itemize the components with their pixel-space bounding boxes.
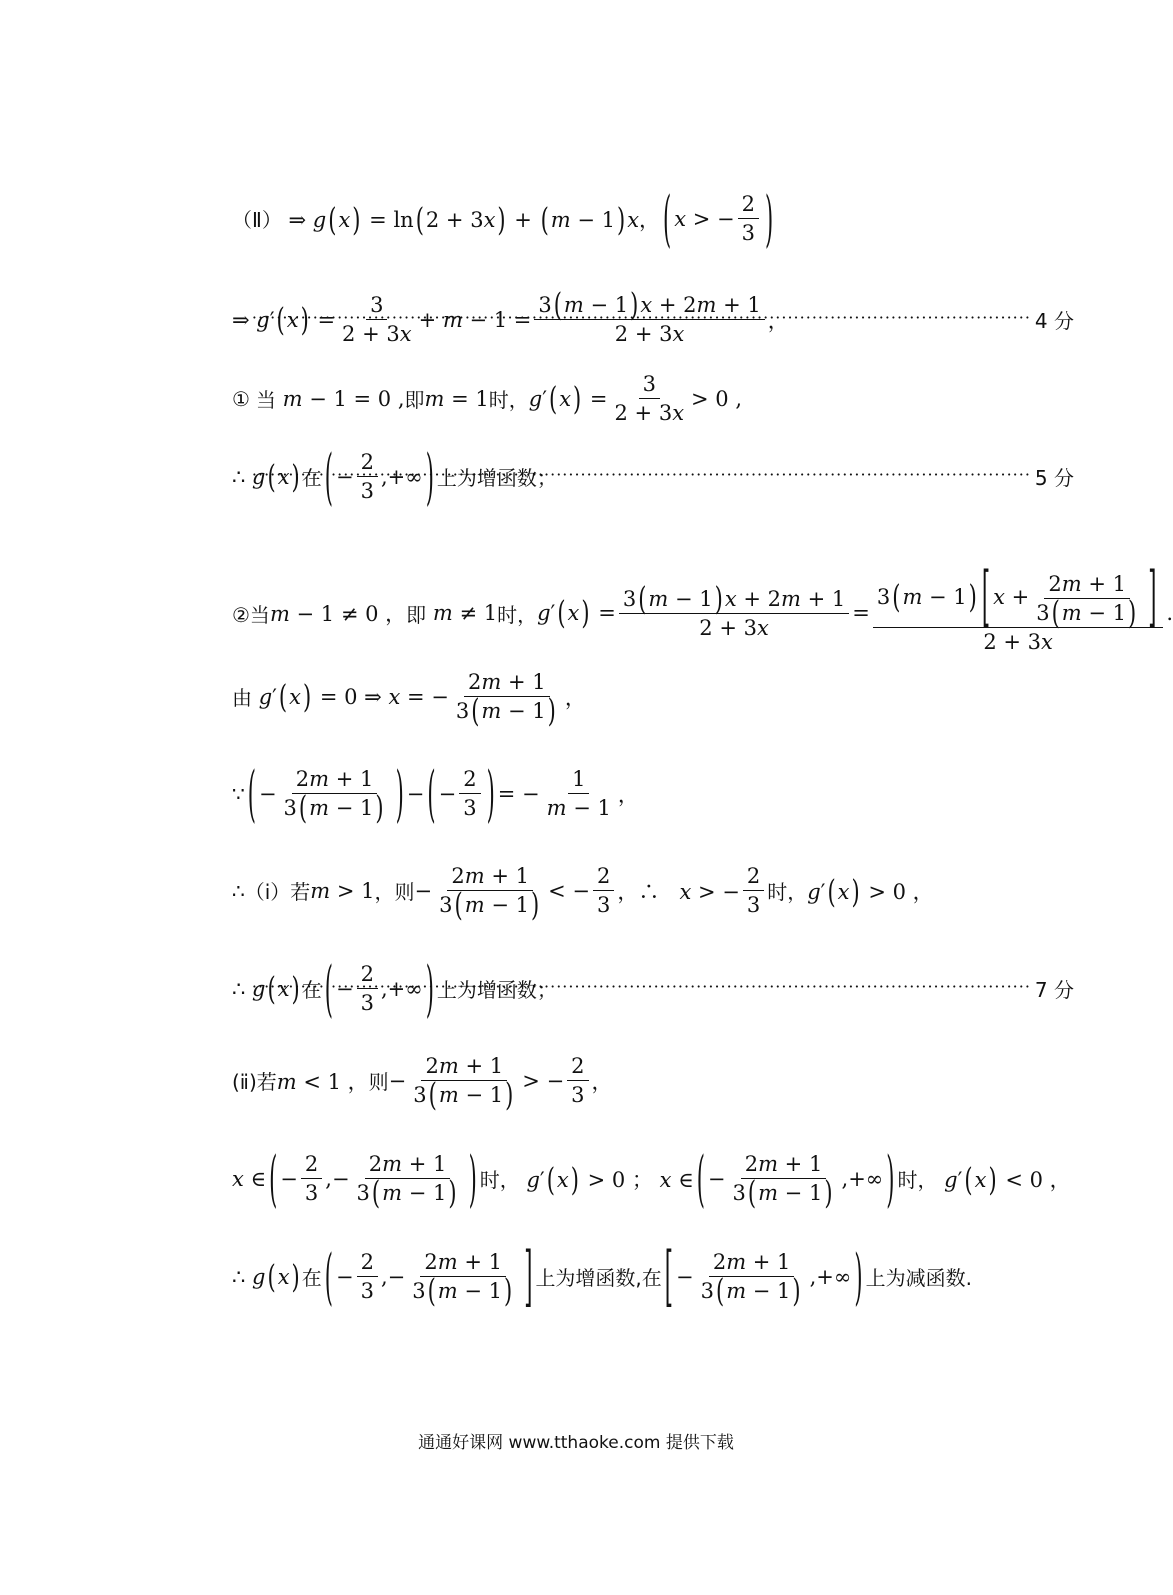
score-7: 7 分 (1034, 978, 1074, 1003)
therefore-symbol: ∴ (232, 878, 245, 903)
line-case1-conclusion: ∴ g(x) 在 ( − $\frac{2}{3}$ ,+∞ ) 上为增函数； ····· 5 分 (232, 450, 1074, 503)
word-zai: 在 (301, 466, 322, 491)
sub-ii-label: (ⅱ)若 (232, 1070, 277, 1095)
case1-label: ① (232, 386, 250, 411)
line-root: 由 g′(x) = 0 ⇒ x = − $\frac{2m + 1}{3(m - 1)}$ ， (232, 670, 586, 730)
score-4: 4 分 (1034, 309, 1074, 334)
line-sub-i-conclusion: ∴ g(x) 在 ( − $\frac{2}{3}$ ,+∞ ) 上为增函数； ····· 7 分 (232, 962, 1074, 1015)
word-you: 由 (232, 686, 252, 711)
line-because: ∵ ( − $\frac{2m + 1}{3(m - 1)}$ ) − ( − $\frac{2}{3}$ ) = − $\frac{1}{m - 1}$ ， (232, 758, 639, 829)
line-sub-i: ∴ （ⅰ）若 m > 1 ，则 − $\frac{2m + 1}{3(m - 1)}$ < − $\frac{2}{3}$ ，∴ x > − $\frac{2}{3}$ 时， g′(x) > 0 ， (232, 864, 934, 924)
score-5: 5 分 (1034, 466, 1074, 491)
score-leader (565, 979, 1031, 999)
line-case1: ① 当 m − 1 = 0 , 即 m = 1 时， g′(x) = $\frac{3}{2 + 3x}$ > 0 , (232, 372, 743, 426)
line-derivative: ⇒ g′(x) = $\frac{3}{2 + 3x}$ + m − 1 = $\frac{3(m - 1)x + 2m + 1}{2 + 3x}$ ， ····· 4 分 (232, 293, 1074, 346)
part-label: （Ⅱ） (232, 208, 282, 233)
score-leader (797, 310, 1031, 330)
word-shi: 时， (488, 388, 529, 413)
line-sub-ii: (ⅱ)若 m < 1 ， 则 − $\frac{2m + 1}{3(m - 1)}$ > − $\frac{2}{3}$ ， (232, 1054, 613, 1114)
formula-g: ⇒ g(x) = ln(2 + 3x) + (m − 1)x， (281, 201, 661, 238)
word-dang: 当 (255, 388, 276, 413)
score-leader (565, 467, 1031, 487)
line-final-conclusion: ∴ g(x) 在 ( − $\frac{2}{3}$ ,− $\frac{2m + 1}{3(m - 1)}$ ] 上为增函数,在 [ − $\frac{2m + 1}{3(m - 1)}$ ,+∞ ) 上为减函数. (232, 1239, 972, 1314)
footer-credit: 通通好课网 www.tthaoke.com 提供下载 (418, 1433, 734, 1453)
because-symbol: ∵ (232, 781, 245, 806)
word-ji: 即 (404, 388, 425, 413)
word-decreasing: 上为减函数. (865, 1266, 972, 1291)
line-case2: ②当 m − 1 ≠ 0 ， 即 m ≠ 1 时， g′(x) = $\frac{3(m - 1)x + 2m + 1}{2 + 3x}$ = 3(m − 1) [ x + $\frac{2m + 1}{3(m - 1)}$ ] 2 + 3x . (232, 559, 1173, 655)
word-ze: ，则 (374, 880, 415, 905)
line-g-definition: （Ⅱ） ⇒ g(x) = ln(2 + 3x) + (m − 1)x， ( x > − $\frac{2}{3}$ ) (232, 183, 774, 254)
word-increasing: 上为增函数； (436, 466, 557, 491)
sub-i-label: （ⅰ）若 (244, 880, 311, 905)
word-increasing-then: 上为增函数,在 (535, 1266, 662, 1291)
line-intervals: x ∈ ( − $\frac{2}{3}$ ,− $\frac{2m + 1}{3(m - 1)}$ ) 时， g′(x) > 0 ； x ∈ ( − $\frac{2m + 1}{3(m - 1)}$ ,+∞ ) 时， g′(x) < 0 ， (232, 1143, 1071, 1214)
case2-label: ②当 (232, 602, 270, 627)
